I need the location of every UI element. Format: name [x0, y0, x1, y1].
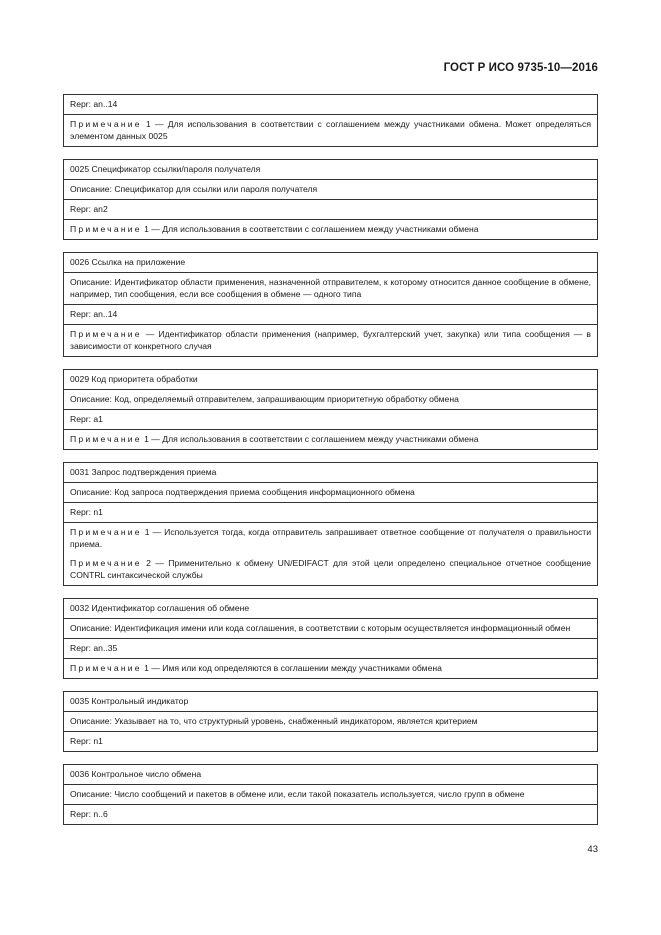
element-row: [64, 765, 597, 784]
element-row: [64, 658, 597, 678]
note-text: 2 — Применительно к обмену UN/EDIFACT для этой цели определено специальное отчетное сообщение CONTRL синтаксической службы: [70, 558, 591, 580]
note-text: — Идентификатор области применения (например, бухгалтерский учет, закупка) или типа сообщения — в зависимости от конкретного случая: [70, 329, 591, 351]
element-row: [64, 711, 597, 731]
element-row: [64, 370, 597, 389]
element-row: [64, 304, 597, 324]
note-text: 1 — Используется тогда, когда отправитель запрашивает ответное сообщение от получателя о правильности приема.: [70, 527, 591, 549]
row-paragraph: [70, 526, 591, 550]
element-row: [64, 638, 597, 658]
row-paragraph: Repr: a1: [70, 414, 103, 424]
element-row: [64, 389, 597, 409]
row-paragraph: [70, 118, 591, 142]
element-row: [64, 272, 597, 304]
row-paragraph: 0032 Идентификатор соглашения об обмене: [70, 603, 250, 613]
element-row: [64, 502, 597, 522]
row-paragraph: [70, 662, 591, 674]
row-paragraph: Описание: Указывает на то, что структурный уровень, снабженный индикатором, является критерием: [70, 716, 478, 726]
element-row: [64, 522, 597, 585]
data-element-list: [63, 94, 598, 837]
element-block: [63, 598, 598, 679]
note-label: Примечание: [70, 119, 142, 129]
row-paragraph: Repr: n1: [70, 507, 103, 517]
note-label: Примечание: [70, 663, 142, 673]
document-code-header: ГОСТ Р ИСО 9735-10—2016: [443, 62, 598, 74]
row-paragraph: 0029 Код приоритета обработки: [70, 374, 198, 384]
element-row: [64, 324, 597, 356]
row-paragraph: Описание: Спецификатор для ссылки или пароля получателя: [70, 184, 318, 194]
row-paragraph: 0035 Контрольный индикатор: [70, 696, 189, 706]
element-row: [64, 731, 597, 751]
page-number: 43: [587, 844, 598, 855]
note-text: 1 — Для использования в соответствии с соглашением между участниками обмена: [141, 434, 479, 444]
row-paragraph: [70, 433, 591, 445]
row-paragraph: Repr: n1: [70, 736, 103, 746]
row-paragraph: [70, 557, 591, 581]
note-text: 1 — Для использования в соответствии с соглашением между участниками обмена. Может определяться элементом данных 0025: [70, 119, 591, 141]
note-text: 1 — Имя или код определяются в соглашении между участниками обмена: [141, 663, 442, 673]
element-row: [64, 463, 597, 482]
element-block: [63, 369, 598, 450]
row-paragraph: Описание: Код, определяемый отправителем, запрашивающим приоритетную обработку обмена: [70, 394, 459, 404]
row-paragraph: Repr: n..6: [70, 809, 108, 819]
row-paragraph: Описание: Число сообщений и пакетов в обмене или, если такой показатель используется, число групп в обмене: [70, 789, 525, 799]
row-paragraph: 0025 Спецификатор ссылки/пароля получателя: [70, 164, 261, 174]
element-row: [64, 409, 597, 429]
element-row: [64, 179, 597, 199]
row-paragraph: Описание: Идентификация имени или кода соглашения, в соответствии с которым осуществляется информационный обмен: [70, 623, 571, 633]
element-row: [64, 219, 597, 239]
note-label: Примечание: [70, 527, 142, 537]
element-block: [63, 691, 598, 752]
row-paragraph: Repr: an..14: [70, 99, 118, 109]
element-row: [64, 784, 597, 804]
element-row: [64, 429, 597, 449]
element-row: [64, 253, 597, 272]
row-paragraph: Описание: Идентификатор области применения, назначенной отправителем, к которому относится данное сообщение в обмене, например, тип сообщения, если все сообщения в обмене — одного типа: [70, 277, 591, 299]
row-paragraph: Описание: Код запроса подтверждения приема сообщения информационного обмена: [70, 487, 415, 497]
note-label: Примечание: [70, 434, 142, 444]
row-paragraph: [70, 328, 591, 352]
row-paragraph: 0026 Ссылка на приложение: [70, 257, 186, 267]
note-label: Примечание: [70, 558, 142, 568]
element-row: [64, 199, 597, 219]
element-row: [64, 599, 597, 618]
element-row: [64, 160, 597, 179]
element-block: [63, 94, 598, 147]
row-paragraph: 0036 Контрольное число обмена: [70, 769, 202, 779]
element-block: [63, 462, 598, 586]
row-paragraph: Repr: an..14: [70, 309, 118, 319]
element-block: [63, 764, 598, 825]
element-row: [64, 482, 597, 502]
element-row: [64, 114, 597, 146]
note-label: Примечание: [70, 224, 142, 234]
row-paragraph: [70, 223, 591, 235]
element-block: [63, 252, 598, 357]
element-row: [64, 692, 597, 711]
element-block: [63, 159, 598, 240]
element-row: [64, 804, 597, 824]
note-text: 1 — Для использования в соответствии с соглашением между участниками обмена: [141, 224, 479, 234]
element-row: [64, 95, 597, 114]
row-paragraph: 0031 Запрос подтверждения приема: [70, 467, 217, 477]
row-paragraph: Repr: an2: [70, 204, 108, 214]
row-paragraph: Repr: an..35: [70, 643, 118, 653]
note-label: Примечание: [70, 329, 142, 339]
element-row: [64, 618, 597, 638]
